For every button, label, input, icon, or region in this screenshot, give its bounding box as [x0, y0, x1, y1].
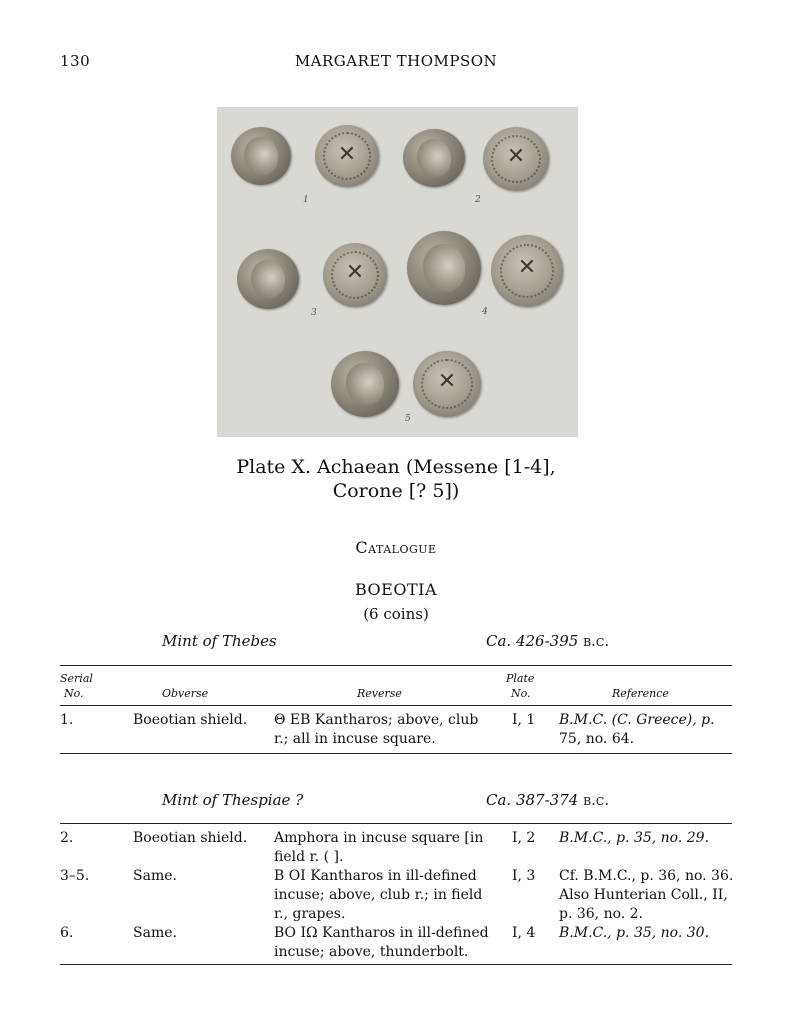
row-plate: I, 4 — [512, 925, 536, 941]
col-reference: Reference — [612, 687, 669, 700]
row-obverse: Same. — [133, 925, 177, 941]
coin-5-reverse: ✕ — [413, 351, 481, 417]
coin-plate-photo — [217, 107, 578, 437]
coin-3-obverse — [237, 249, 299, 309]
row-reference-line-1: B.M.C., p. 35, no. 30. — [559, 925, 710, 941]
row-reverse-line-1: Θ EB Kantharos; above, club — [274, 712, 479, 728]
row-reverse-line-1: Amphora in incuse square [in — [274, 830, 484, 846]
col-reverse: Reverse — [357, 687, 402, 700]
coin-number-3: 3 — [311, 308, 317, 318]
row-serial: 3–5. — [60, 868, 90, 884]
row-reverse-line-1: B OI Kantharos in ill-defined — [274, 868, 477, 884]
plate-caption-line-2: Corone [? 5]) — [332, 480, 460, 502]
table-rule-bottom-2 — [60, 964, 732, 965]
row-reference-line-1: B.M.C. (C. Greece), p. — [559, 712, 715, 728]
row-reference-line-1: Cf. B.M.C., p. 36, no. 36. — [559, 868, 734, 884]
row-reference-line-3: p. 36, no. 2. — [559, 906, 644, 922]
date-thespiae-years: Ca. 387-374 — [486, 791, 579, 809]
row-reference-line-2: 75, no. 64. — [559, 731, 635, 747]
coin-2-reverse: ✕ — [483, 127, 549, 191]
row-plate: I, 2 — [512, 830, 536, 846]
region-heading: BOEOTIA — [354, 580, 437, 599]
row-reverse-line-2: incuse; above, thunderbolt. — [274, 944, 469, 960]
row-obverse: Boeotian shield. — [133, 712, 248, 728]
row-plate: I, 1 — [512, 712, 536, 728]
table-rule-bottom-1 — [60, 753, 732, 754]
coin-number-1: 1 — [303, 195, 309, 205]
coin-5-obverse — [331, 351, 399, 417]
row-reverse-line-1: BO IΩ Kantharos in ill-defined — [274, 925, 489, 941]
mint-thebes: Mint of Thebes — [162, 632, 277, 650]
date-thebes-era: b.c. — [583, 632, 610, 650]
row-reverse-line-2: incuse; above, club r.; in field — [274, 887, 483, 903]
plate-caption-line-1: Plate X. Achaean (Messene [1-4], — [236, 456, 556, 478]
row-serial: 6. — [60, 925, 74, 941]
coin-number-2: 2 — [475, 195, 481, 205]
table-rule-top — [60, 665, 732, 666]
row-reference-line-1: B.M.C., p. 35, no. 29. — [559, 830, 710, 846]
col-serial-line-2: No. — [64, 687, 84, 700]
coin-4-reverse: ✕ — [491, 235, 563, 307]
col-plate-line-1: Plate — [506, 672, 535, 685]
col-obverse: Obverse — [162, 687, 209, 700]
table-rule-header — [60, 705, 732, 706]
coin-4-obverse — [407, 231, 481, 305]
row-reverse-line-2: field r. ( ]. — [274, 849, 344, 865]
row-reverse-line-2: r.; all in incuse square. — [274, 731, 436, 747]
row-reverse-line-3: r., grapes. — [274, 906, 346, 922]
coin-count: (6 coins) — [363, 605, 429, 623]
mint-thespiae: Mint of Thespiae ? — [162, 791, 304, 809]
col-serial-line-1: Serial — [60, 672, 93, 685]
coin-3-reverse: ✕ — [323, 243, 387, 307]
running-title: MARGARET THOMPSON — [294, 52, 498, 70]
row-serial: 1. — [60, 712, 74, 728]
row-obverse: Boeotian shield. — [133, 830, 248, 846]
coin-number-4: 4 — [482, 307, 488, 317]
coin-number-5: 5 — [405, 414, 411, 424]
date-thebes — [486, 632, 609, 650]
row-reference-line-2: Also Hunterian Coll., II, — [559, 887, 728, 903]
col-plate-line-2: No. — [511, 687, 531, 700]
coin-1-obverse — [231, 127, 291, 185]
coin-1-reverse: ✕ — [315, 125, 379, 187]
coin-2-obverse — [403, 129, 465, 187]
table-rule-top-2 — [60, 823, 732, 824]
page-number: 130 — [60, 52, 91, 70]
row-serial: 2. — [60, 830, 74, 846]
row-obverse: Same. — [133, 868, 177, 884]
date-thespiae-era: b.c. — [583, 791, 610, 809]
date-thebes-years: Ca. 426-395 — [486, 632, 579, 650]
row-plate: I, 3 — [512, 868, 536, 884]
date-thespiae — [486, 791, 609, 809]
catalogue-heading: Catalogue — [355, 538, 437, 557]
